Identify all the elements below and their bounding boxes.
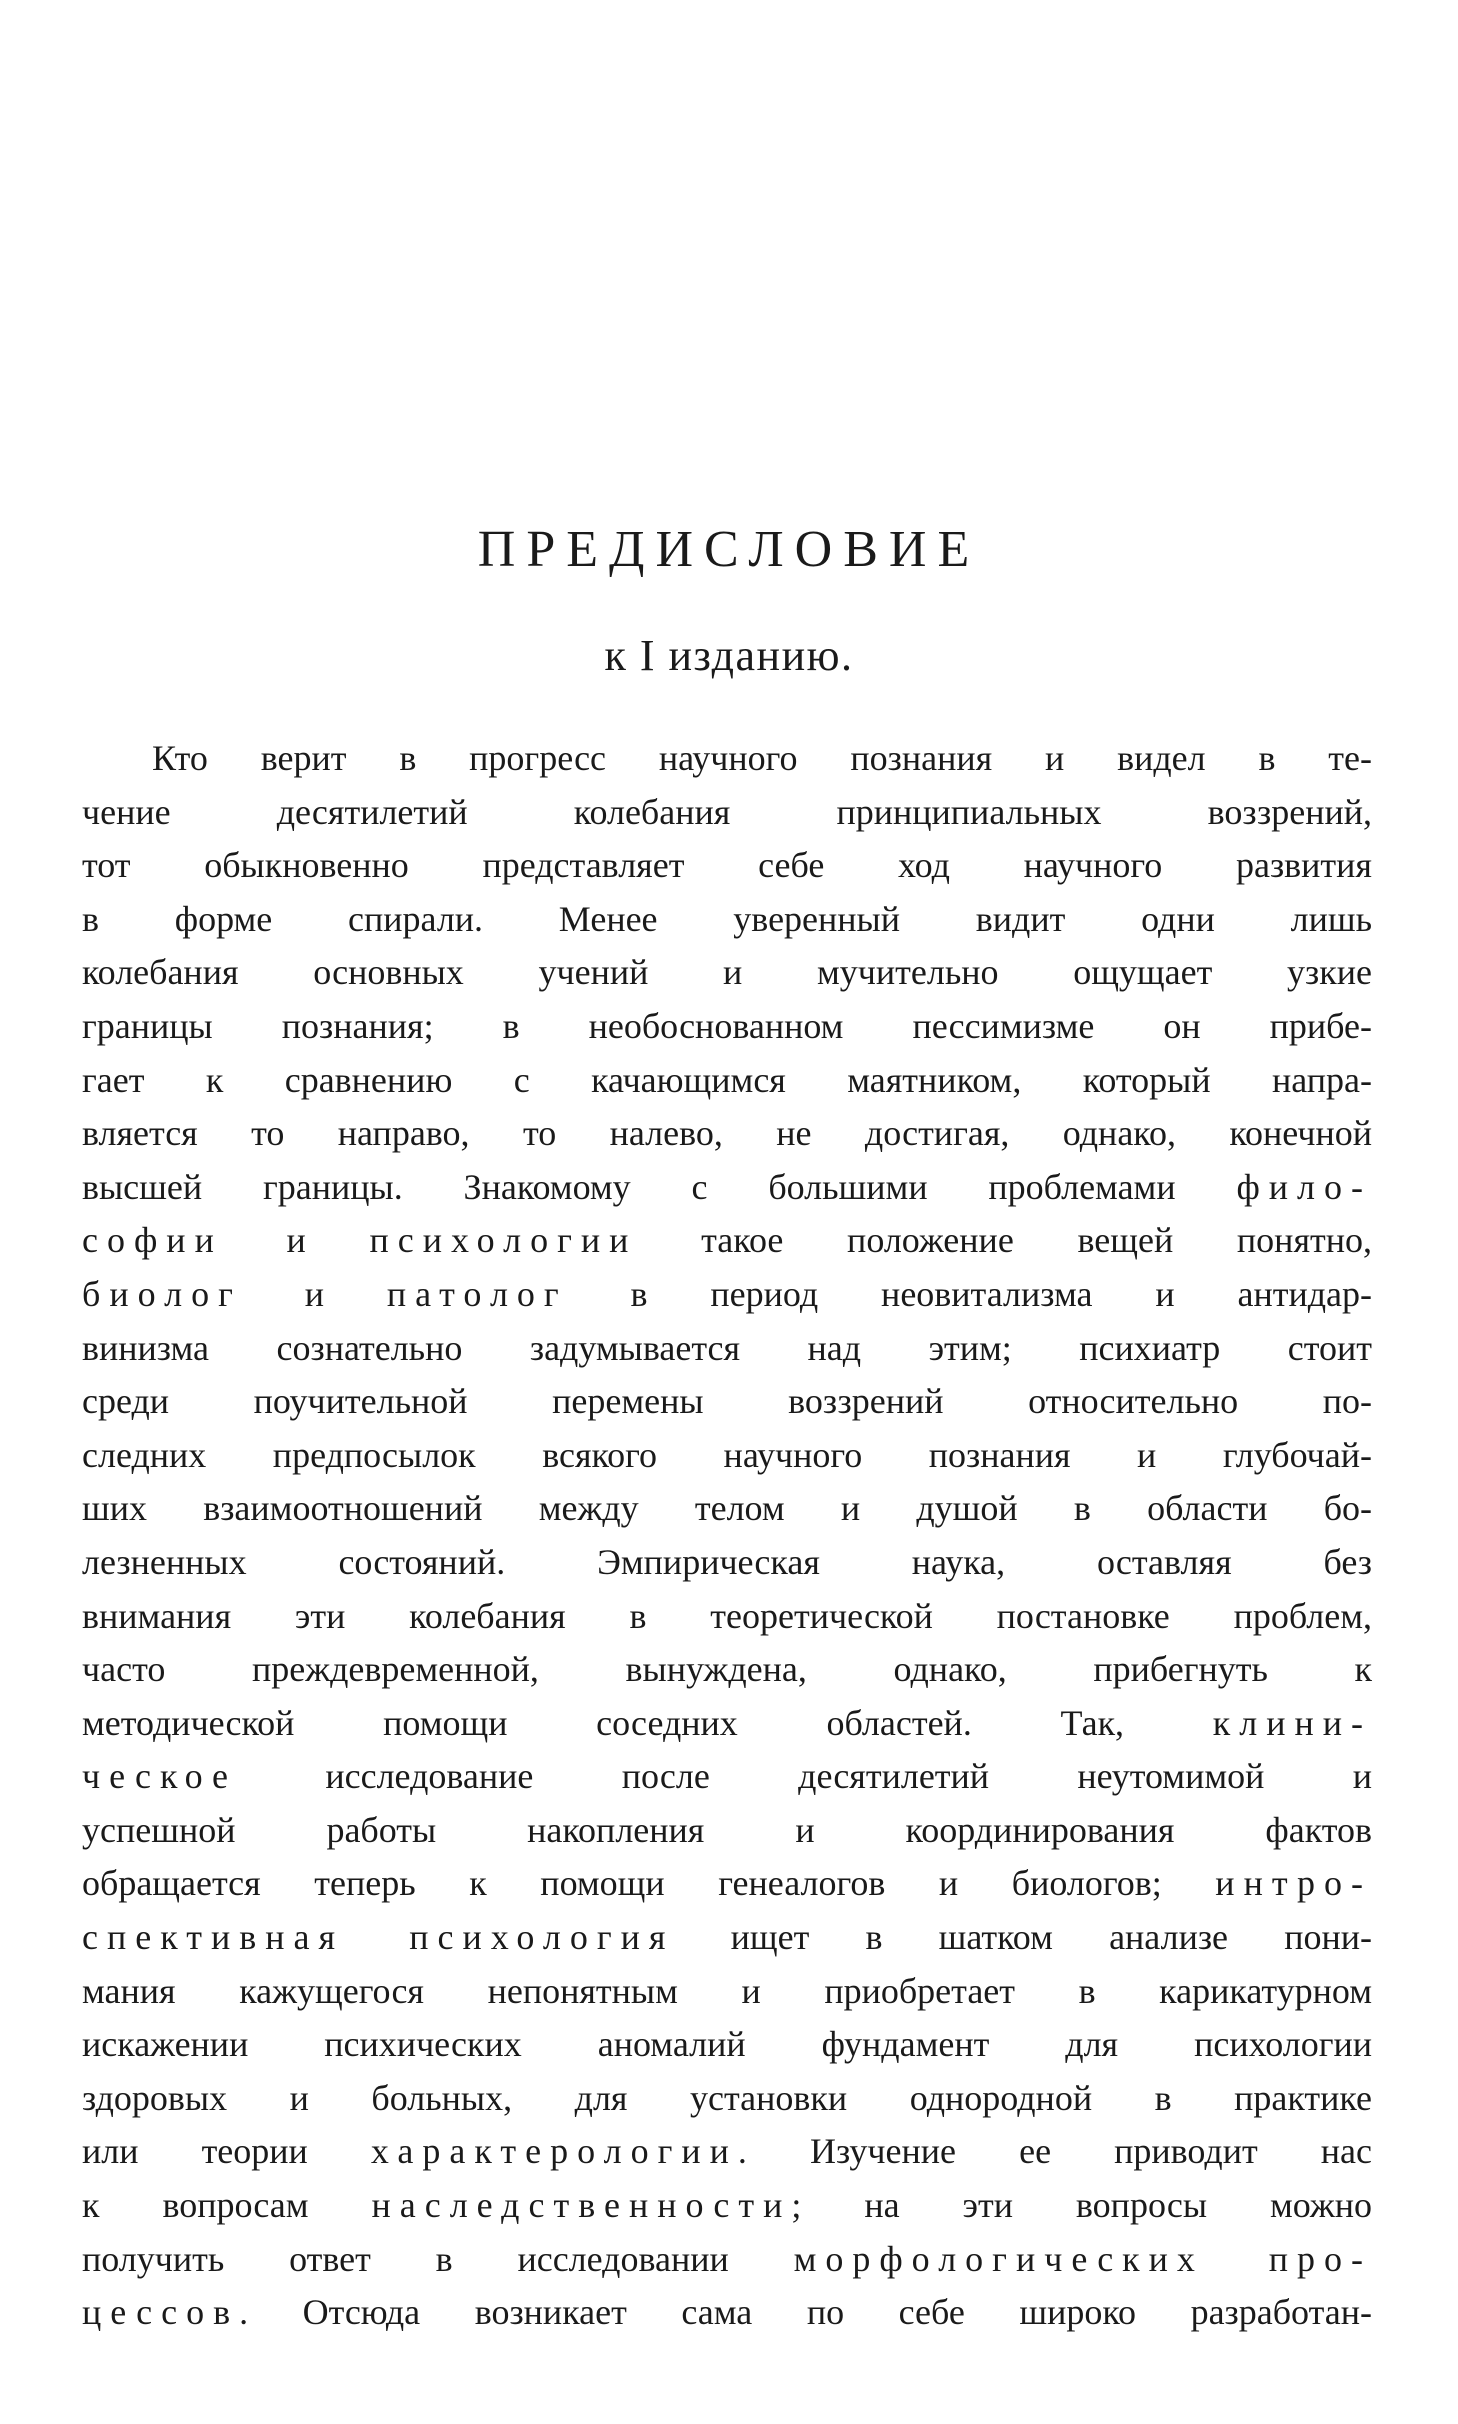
text-line: здоровых и больных, для установки однородной в практике [82, 2077, 1372, 2118]
text-line: ческое исследование после десятилетий неутомимой и [82, 1756, 1372, 1797]
text-line: тот обыкновенно представляет себе ход научного развития [82, 845, 1372, 886]
text-line: гает к сравнению с качающимся маятником, который напра- [82, 1059, 1372, 1100]
emphasis: цессов [82, 2292, 240, 2333]
text-line: мания кажущегося непонятным и приобретает в карикатурном [82, 1970, 1372, 2011]
text-line: чение десятилетий колебания принципиальных воззрений, [82, 791, 1372, 832]
text-line: обращается теперь к помощи генеалогов и биологов; интро- [82, 1863, 1372, 1904]
text-line: среди поучительной перемены воззрений относительно по- [82, 1381, 1372, 1422]
text-line: биолог и патолог в период неовитализма и антидар- [82, 1273, 1372, 1314]
text-line: софии и психологии такое положение вещей понятно, [82, 1220, 1373, 1261]
emphasis: патолог [386, 1273, 568, 1314]
text-line: Кто верит в прогресс научного познания и видел в те- [152, 738, 1372, 778]
text-line: лезненных состояний. Эмпирическая наука, оставляя без [82, 1541, 1372, 1582]
emphasis: ческое [82, 1756, 238, 1797]
text-line: в форме спирали. Менее уверенный видит одни лишь [82, 898, 1372, 939]
page-subtitle: к I изданию. [604, 631, 854, 680]
text-line: методической помощи соседних областей. Так, клини- [82, 1702, 1372, 1743]
text-line: к вопросам наследственности; на эти вопросы можно [82, 2185, 1372, 2226]
emphasis: морфологических [793, 2238, 1204, 2279]
text-line: часто преждевременной, вынуждена, однако, прибегнуть к [82, 1649, 1372, 1690]
emphasis: наследственности [371, 2185, 792, 2226]
text-line: получить ответ в исследовании морфологических про- [82, 2238, 1372, 2279]
emphasis: психологии [369, 1220, 638, 1261]
emphasis: клини- [1212, 1702, 1372, 1743]
text-line: высшей границы. Знакомому с большими проблемами фило- [82, 1166, 1372, 1207]
text-line: вляется то направо, то налево, не достигая, однако, конечной [82, 1113, 1372, 1154]
text-line: успешной работы накопления и координирования фактов [82, 1809, 1372, 1850]
text-line: или теории характерологии. Изучение ее приводит нас [82, 2131, 1372, 2172]
text-line: следних предпосылок всякого научного познания и глубочай- [82, 1434, 1372, 1475]
text-line: спективная психология ищет в шатком анализе пони- [82, 1917, 1372, 1958]
emphasis: биолог [82, 1273, 242, 1314]
emphasis: характерологии [370, 2131, 738, 2172]
emphasis: интро- [1215, 1863, 1372, 1904]
text-line: внимания эти колебания в теоретической постановке проблем, [82, 1595, 1372, 1636]
text-line: колебания основных учений и мучительно ощущает узкие [82, 952, 1372, 993]
emphasis: фило- [1236, 1166, 1372, 1207]
body-paragraph [82, 732, 1372, 2340]
text-line: искажении психических аномалий фундамент для психологии [82, 2024, 1372, 2065]
text-line: ших взаимоотношений между телом и душой в области бо- [82, 1488, 1372, 1529]
emphasis: про- [1268, 2238, 1372, 2279]
text-line: границы познания; в необоснованном пессимизме он прибе- [82, 1005, 1372, 1046]
emphasis: софии [82, 1220, 223, 1261]
page-title: ПРЕДИСЛОВИЕ [477, 521, 981, 578]
text-line: винизма сознательно задумывается над этим; психиатр стоит [82, 1327, 1372, 1368]
text-line: цессов. Отсюда возникает сама по себе широко разработан- [82, 2292, 1372, 2333]
emphasis: спективная психология [82, 1917, 675, 1958]
